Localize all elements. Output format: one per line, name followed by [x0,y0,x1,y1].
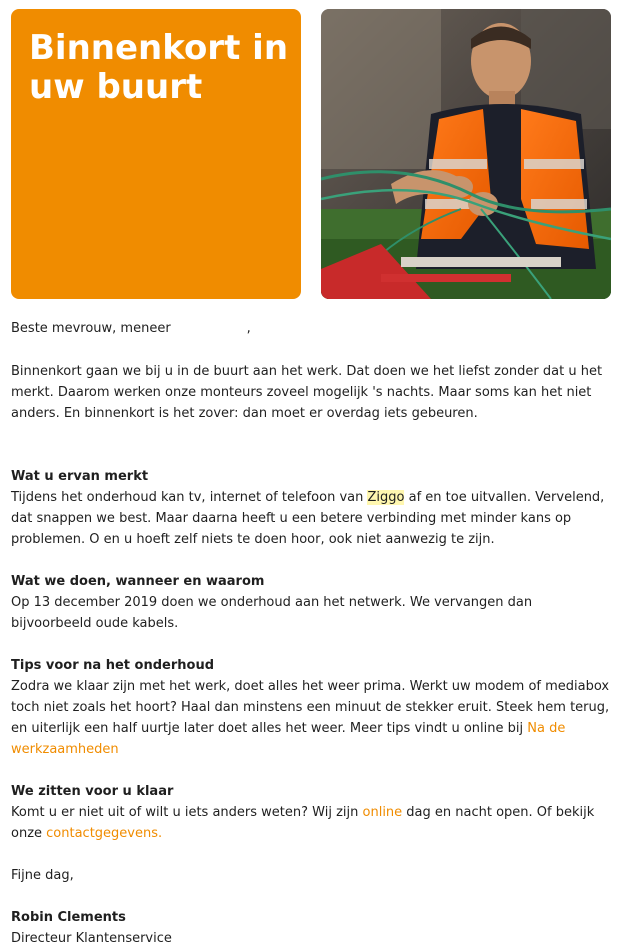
section-heading-contact: We zitten voor u klaar [11,784,174,799]
section-text-contact [11,802,613,844]
letter-body [11,318,613,949]
contact-details-link[interactable]: contactgegevens. [46,826,163,841]
signature-title: Directeur Klantenservice [11,931,172,946]
section-text-what: Op 13 december 2019 doen we onderhoud aan het netwerk. We vervangen dan bijvoorbeeld oude kabels. [11,595,533,631]
closing-line: Fijne dag, [11,868,74,883]
intro-paragraph: Binnenkort gaan we bij u in de buurt aan het werk. Dat doen we het liefst zonder dat u het merkt. Daarom werken onze monteurs zoveel mogelijk 's nachts. Maar soms kan het niet anders. En binnenkort is het zover: dan moet er overdag iets gebeuren. [11,364,603,421]
hero-orange-panel [11,9,301,299]
salutation-text: Beste mevrouw, meneer [11,321,171,336]
section-text-contact-before: Komt u er niet uit of wilt u iets anders weten? Wij zijn [11,805,363,820]
signature-name: Robin Clements [11,910,126,925]
hero-banner [11,9,611,299]
technician-photo [321,9,611,299]
section-text-contact-middle: dag en nacht open. Of bekijk onze [11,805,595,841]
salutation [11,318,613,339]
section-text-impact-before: Tijdens het onderhoud kan tv, internet of telefoon van [11,490,368,505]
section-heading-impact: Wat u ervan merkt [11,469,149,484]
hero-title: Binnenkort in uw buurt [29,28,289,107]
section-heading-what: Wat we doen, wanneer en waarom [11,574,265,589]
online-link[interactable]: online [362,805,403,820]
after-work-link[interactable]: Na de werkzaamheden [11,721,566,757]
brand-ziggo: Ziggo [367,490,405,505]
section-heading-tips: Tips voor na het onderhoud [11,658,214,673]
salutation-comma: , [246,321,251,336]
section-text-impact-after: af en toe uitvallen. Vervelend, dat snappen we best. Maar daarna heeft u een betere verbinding met minder kans op problemen. O en u hoeft zelf niets te doen hoor, ook niet aanwezig te zijn. [11,490,605,547]
section-text-impact [11,487,613,550]
section-text-tips [11,676,613,760]
section-text-tips-body: Zodra we klaar zijn met het werk, doet alles het weer prima. Werkt uw modem of mediabox toch niet zoals het hoort? Haal dan minstens een minuut de stekker eruit. Steek hem terug, en uiterlijk een half uurtje later doet alles het weer. Meer tips vindt u online bij [11,679,610,736]
